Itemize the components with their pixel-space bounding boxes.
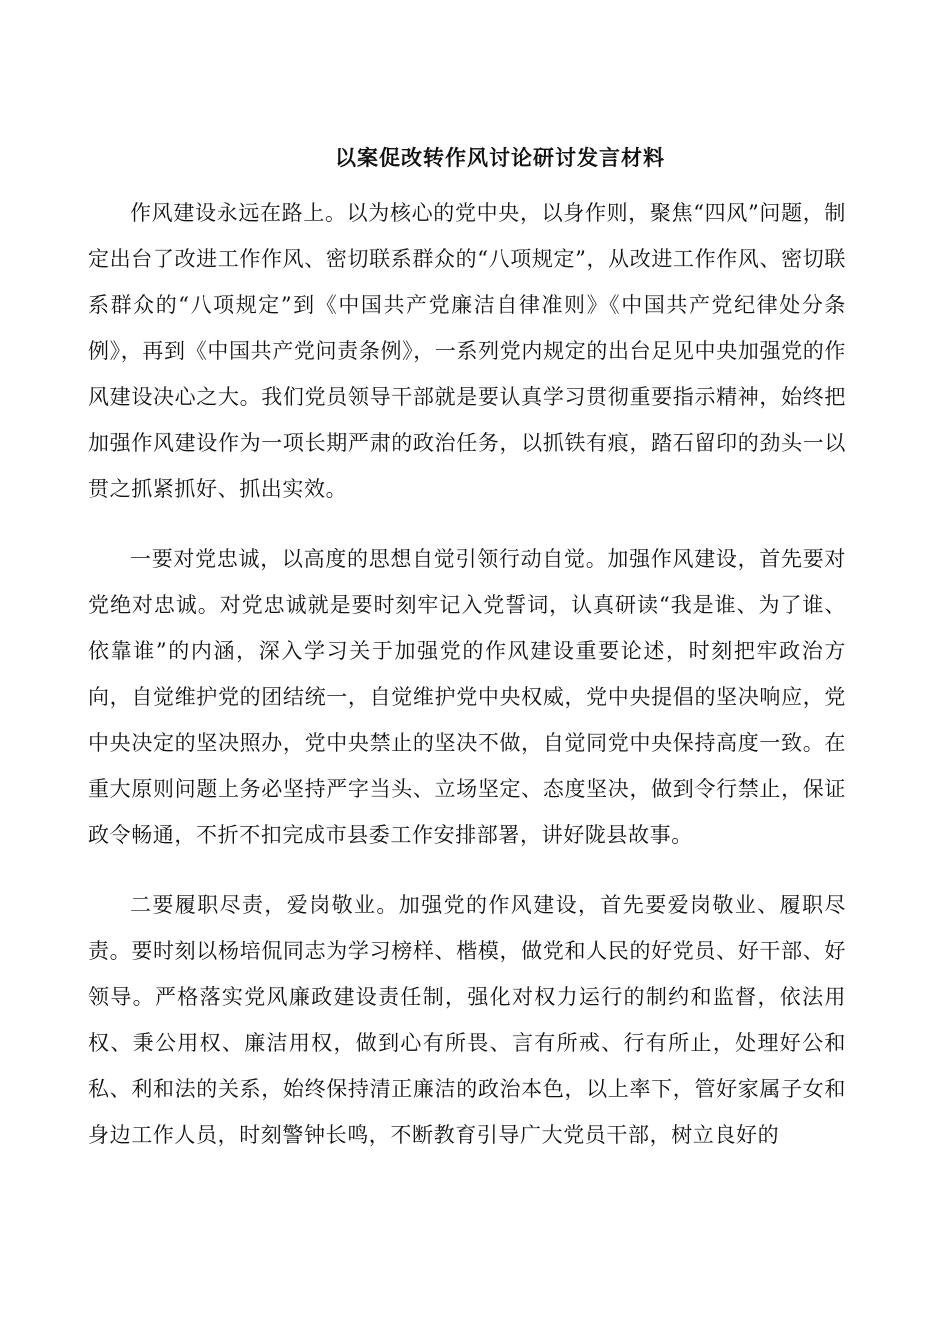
document-title: 以案促改转作风讨论研讨发言材料 bbox=[335, 145, 665, 170]
paragraph-duty: 二要履职尽责，爱岗敬业。加强党的作风建设，首先要爱岗敬业、履职尽责。要时刻以杨培侃同志为学习榜样、楷模，做党和人民的好党员、好干部、好领导。严格落实党风廉政建设责任制，强化对权力运行的制约和监督，依法用权、秉公用权、廉洁用权，做到心有所畏、言有所戒、行有所止，处理好公和私、利和法的关系，始终保持清正廉洁的政治本色，以上率下，管好家属子女和身边工作人员，时刻警钟长鸣，不断教育引导广大党员干部，树立良好的 bbox=[88, 893, 846, 1147]
paragraph-intro: 作风建设永远在路上。以为核心的党中央，以身作则，聚焦“四风”问题，制定出台了改进工作作风、密切联系群众的“八项规定”，从改进工作作风、密切联系群众的“八项规定”到《中国共产党廉洁自律准则》《中国共产党纪律处分条例》，再到《中国共产党问责条例》，一系列党内规定的出台足见中央加强党的作风建设决心之大。我们党员领导干部就是要认真学习贯彻重要指示精神，始终把加强作风建设作为一项长期严肃的政治任务，以抓铁有痕，踏石留印的劲头一以贯之抓紧抓好、抓出实效。 bbox=[88, 201, 846, 501]
document-body bbox=[88, 190, 846, 1158]
paragraph-loyalty: 一要对党忠诚，以高度的思想自觉引领行动自觉。加强作风建设，首先要对党绝对忠诚。对党忠诚就是要时刻牢记入党誓词，认真研读“我是谁、为了谁、依靠谁”的内涵，深入学习关于加强党的作风建设重要论述，时刻把牢政治方向，自觉维护党的团结统一，自觉维护党中央权威，党中央提倡的坚决响应，党中央决定的坚决照办，党中央禁止的坚决不做，自觉同党中央保持高度一致。在重大原则问题上务必坚持严字当头、立场坚定、态度坚决，做到令行禁止，保证政令畅通，不折不扣完成市县委工作安排部署，讲好陇县故事。 bbox=[88, 547, 846, 847]
